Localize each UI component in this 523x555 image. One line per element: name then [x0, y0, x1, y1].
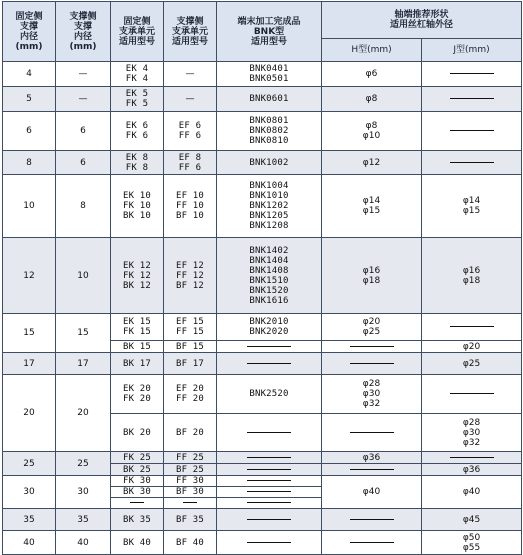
fixed-unit-models: EK 8 FK 8	[111, 151, 164, 175]
support-unit-models: FF 30	[164, 476, 217, 487]
fixed-unit-models: BK 25	[111, 464, 164, 476]
j-type-diameter: φ16 φ18	[422, 238, 522, 314]
support-unit-models: EF 15 FF 15	[164, 314, 217, 341]
dash-line	[350, 432, 394, 433]
bnk-models: BNK2010 BNK2020	[217, 314, 322, 341]
support-unit-models: BF 35	[164, 509, 217, 531]
dash-line	[350, 469, 394, 470]
j-type-diameter	[422, 87, 522, 112]
fixed-diameter: 20	[3, 375, 56, 452]
j-type-diameter: φ50 φ55	[422, 531, 522, 555]
support-diameter: 40	[56, 531, 111, 555]
header-support-unit: 支撑侧 支承单元 适用型号	[164, 2, 217, 62]
bnk-models	[217, 353, 322, 375]
fixed-diameter: 15	[3, 314, 56, 353]
dash-line	[350, 346, 394, 347]
fixed-unit-models: EK 15 FK 15	[111, 314, 164, 341]
dash-line	[450, 393, 494, 394]
bnk-models	[217, 341, 322, 353]
spec-table	[2, 1, 522, 555]
support-unit-models: FF 25	[164, 452, 217, 464]
h-type-diameter	[322, 341, 422, 353]
j-type-diameter: φ14 φ15	[422, 175, 522, 238]
table-row	[3, 62, 522, 87]
fixed-diameter: 10	[3, 175, 56, 238]
table-row	[3, 175, 522, 238]
fixed-diameter: 35	[3, 509, 56, 531]
bnk-models	[217, 509, 322, 531]
fixed-diameter: 4	[3, 62, 56, 87]
support-diameter: 6	[56, 112, 111, 151]
fixed-unit-models: FK 25	[111, 452, 164, 464]
header-shaft-shape: 轴端推荐形状 适用丝杠轴外径	[322, 2, 522, 39]
h-type-diameter: φ36	[322, 452, 422, 464]
dash-line	[247, 480, 291, 481]
dash-line	[450, 130, 494, 131]
dash-line	[247, 519, 291, 520]
h-type-diameter	[322, 531, 422, 555]
dash-line	[130, 502, 144, 503]
fixed-unit-models: EK 12 FK 12 BK 12	[111, 238, 164, 314]
dash-line	[247, 542, 291, 543]
bnk-models: BNK1004 BNK1010 BNK1202 BNK1205 BNK1208	[217, 175, 322, 238]
fixed-unit-models: BK 17	[111, 353, 164, 375]
header-h-type: H型(mm)	[322, 39, 422, 62]
h-type-diameter: φ28 φ30 φ32	[322, 375, 422, 414]
header-j-type: J型(mm)	[422, 39, 522, 62]
table-row	[3, 476, 522, 487]
j-type-diameter: φ45	[422, 509, 522, 531]
fixed-unit-models: BK 40	[111, 531, 164, 555]
header-fixed-unit: 固定侧 支承单元 适用型号	[111, 2, 164, 62]
fixed-diameter: 30	[3, 476, 56, 509]
bnk-models	[217, 531, 322, 555]
bnk-models: BNK1402 BNK1404 BNK1408 BNK1510 BNK1520 BNK1616	[217, 238, 322, 314]
fixed-diameter: 17	[3, 353, 56, 375]
h-type-diameter	[322, 509, 422, 531]
j-type-diameter: φ25	[422, 353, 522, 375]
support-diameter: 20	[56, 375, 111, 452]
support-unit-models: EF 20 FF 20	[164, 375, 217, 414]
dash-line	[247, 432, 291, 433]
bnk-models	[217, 414, 322, 452]
h-type-diameter: φ8	[322, 87, 422, 112]
support-unit-models: EF 8 FF 6	[164, 151, 217, 175]
fixed-diameter: 40	[3, 531, 56, 555]
fixed-unit-models	[111, 498, 164, 509]
h-type-diameter: φ40	[322, 476, 422, 509]
bnk-models: BNK2520	[217, 375, 322, 414]
support-unit-models: BF 40	[164, 531, 217, 555]
j-type-diameter	[422, 375, 522, 414]
support-unit-models: BF 25	[164, 464, 217, 476]
h-type-diameter: φ16 φ18	[322, 238, 422, 314]
bnk-models: BNK0801 BNK0802 BNK0810	[217, 112, 322, 151]
dash-line	[350, 519, 394, 520]
dash-line	[247, 502, 291, 503]
j-type-diameter	[422, 112, 522, 151]
table-row	[3, 238, 522, 314]
support-diameter: 25	[56, 452, 111, 476]
fixed-unit-models: EK 4 FK 4	[111, 62, 164, 87]
fixed-unit-models: EK 5 FK 5	[111, 87, 164, 112]
h-type-diameter: φ6	[322, 62, 422, 87]
bnk-models	[217, 464, 322, 476]
fixed-unit-models: FK 30	[111, 476, 164, 487]
support-diameter: 35	[56, 509, 111, 531]
h-type-diameter	[322, 353, 422, 375]
dash-line	[247, 346, 291, 347]
support-diameter: 10	[56, 238, 111, 314]
fixed-unit-models: BK 35	[111, 509, 164, 531]
support-unit-models: BF 15	[164, 341, 217, 353]
j-type-diameter: φ20	[422, 341, 522, 353]
h-type-diameter	[322, 414, 422, 452]
support-diameter: 17	[56, 353, 111, 375]
bnk-models	[217, 452, 322, 464]
dash-line	[450, 457, 494, 458]
bnk-models	[217, 498, 322, 509]
dash-line	[450, 73, 494, 74]
j-type-diameter	[422, 452, 522, 464]
bnk-models	[217, 476, 322, 487]
bnk-models	[217, 487, 322, 498]
support-unit-models: EF 12 FF 12 BF 12	[164, 238, 217, 314]
support-diameter: 15	[56, 314, 111, 353]
support-unit-models: BF 17	[164, 353, 217, 375]
table-row	[3, 87, 522, 112]
table-row	[3, 314, 522, 341]
support-unit-models: —	[164, 87, 217, 112]
dash-line	[247, 491, 291, 492]
support-diameter: —	[56, 87, 111, 112]
dash-line	[350, 542, 394, 543]
j-type-diameter: φ36	[422, 464, 522, 476]
table-row	[3, 353, 522, 375]
fixed-diameter: 8	[3, 151, 56, 175]
support-diameter: 6	[56, 151, 111, 175]
header-bnk-model: 端末加工完成品 BNK型 适用型号	[217, 2, 322, 62]
dash-line	[183, 502, 197, 503]
j-type-diameter: φ40	[422, 476, 522, 509]
fixed-unit-models: EK 10 FK 10 BK 10	[111, 175, 164, 238]
table-row	[3, 509, 522, 531]
table-row	[3, 112, 522, 151]
fixed-unit-models: EK 6 FK 6	[111, 112, 164, 151]
j-type-diameter: φ28 φ30 φ32	[422, 414, 522, 452]
header-fixed-inner-diameter: 固定侧 支撑 内径 (mm)	[3, 2, 56, 62]
h-type-diameter: φ8 φ10	[322, 112, 422, 151]
dash-line	[450, 326, 494, 327]
fixed-diameter: 6	[3, 112, 56, 151]
support-unit-models: BF 20	[164, 414, 217, 452]
dash-line	[450, 98, 494, 99]
bnk-models: BNK1002	[217, 151, 322, 175]
support-diameter: 8	[56, 175, 111, 238]
table-row	[3, 375, 522, 414]
bnk-models: BNK0401 BNK0501	[217, 62, 322, 87]
dash-line	[247, 457, 291, 458]
fixed-unit-models: BK 20	[111, 414, 164, 452]
header-support-inner-diameter: 支撑侧 支撑 内径 (mm)	[56, 2, 111, 62]
fixed-unit-models: EK 20 FK 20	[111, 375, 164, 414]
dash-line	[350, 363, 394, 364]
support-unit-models: EF 6 FF 6	[164, 112, 217, 151]
h-type-diameter: φ14 φ15	[322, 175, 422, 238]
fixed-diameter: 12	[3, 238, 56, 314]
fixed-unit-models: BK 30	[111, 487, 164, 498]
h-type-diameter: φ12	[322, 151, 422, 175]
table-row	[3, 531, 522, 555]
support-diameter: 30	[56, 476, 111, 509]
support-unit-models: EF 10 FF 10 BF 10	[164, 175, 217, 238]
table-row	[3, 151, 522, 175]
fixed-unit-models: BK 15	[111, 341, 164, 353]
j-type-diameter	[422, 151, 522, 175]
j-type-diameter	[422, 62, 522, 87]
table-row	[3, 452, 522, 464]
dash-line	[450, 162, 494, 163]
support-unit-models	[164, 498, 217, 509]
support-unit-models: —	[164, 62, 217, 87]
dash-line	[247, 363, 291, 364]
h-type-diameter: φ20 φ25	[322, 314, 422, 341]
support-unit-models: BF 30	[164, 487, 217, 498]
fixed-diameter: 25	[3, 452, 56, 476]
dash-line	[247, 469, 291, 470]
support-diameter: —	[56, 62, 111, 87]
j-type-diameter	[422, 314, 522, 341]
h-type-diameter	[322, 464, 422, 476]
fixed-diameter: 5	[3, 87, 56, 112]
bnk-models: BNK0601	[217, 87, 322, 112]
